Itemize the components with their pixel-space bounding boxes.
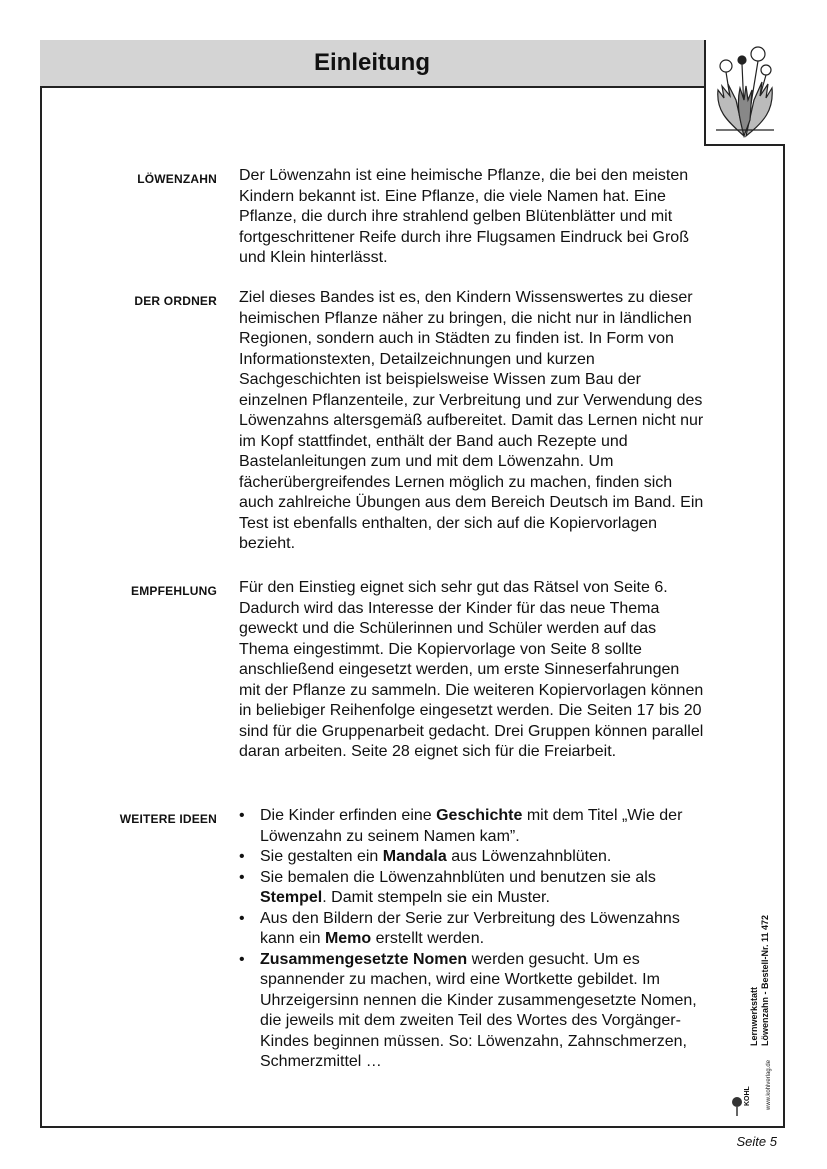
section-label: DER ORDNER: [134, 294, 217, 308]
page-title: Einleitung: [314, 49, 430, 76]
section-label: EMPFEHLUNG: [131, 584, 217, 598]
svg-text:KOHL: KOHL: [744, 1086, 751, 1106]
publisher-url: www.kohlverlag.de: [766, 1059, 772, 1110]
list-item: • Aus den Bildern der Serie zur Verbreitung des Löwenzahns kann ein Memo erstellt werden.: [239, 909, 704, 950]
list-item: • Die Kinder erfinden eine Geschichte mit dem Titel „Wie der Löwenzahn zu seinem Namen kam”.: [239, 806, 704, 847]
order-number: Löwenzahn - Bestell-Nr. 11 472: [760, 914, 770, 1046]
section-text: Für den Einstieg eignet sich sehr gut das Rätsel von Seite 6. Dadurch wird das Interesse der Kinder für das neue Thema geweckt und die Schülerinnen und Schüler werden auf das Thema eingestimmt. Die Kopiervorlage von Seite 8 sollte anschließend eingesetzt werden, um erste Sinneserfahrungen mit der Pflanze zu sammeln. Die weiteren Kopiervorlagen können in beliebiger Reihenfolge eingesetzt werden. Die Seiten 17 bis 20 sind für die Gruppenarbeit gedacht. Drei Gruppen können parallel daran arbeiten. Seite 28 eignet sich für die Freiarbeit.: [239, 579, 704, 760]
list-item: • Sie gestalten ein Mandala aus Löwenzahnblüten.: [239, 847, 704, 868]
ideas-list: [239, 806, 704, 1073]
title-bar: [40, 40, 706, 88]
section-label: LÖWENZAHN: [137, 172, 217, 186]
dandelion-icon: [706, 40, 783, 142]
dandelion-illustration: [704, 40, 785, 146]
section-text: Ziel dieses Bandes ist es, den Kindern Wissenswertes zu dieser heimischen Pflanze näher zu bringen, die nicht nur in ländlichen Regionen, sondern auch in Städten zu finden ist. In Form von Informationstexten, Detailzeichnungen und kurzen Sachgeschichten ist beispielsweise Wissen zum Bau der einzelnen Pflanzenteile, zur Verbreitung und zur Verwendung des Löwenzahns altersgemäß aufbereitet. Damit das Lernen nicht nur im Kopf stattfindet, enthält der Band auch Rezepte und Bastelanleitungen zum und mit dem Löwenzahn. Um fächerübergreifendes Lernen möglich zu machen, finden sich auch zahlreiche Übungen aus dem Bereich Deutsch im Band. Ein Test ist ebenfalls enthalten, der sich auf die Kopiervorlagen bezieht.: [239, 289, 704, 552]
series-name: Lernwerkstatt: [749, 986, 759, 1046]
publisher-sidebar: [727, 870, 777, 1120]
section-label: WEITERE IDEEN: [119, 812, 217, 826]
kohl-logo: [732, 1085, 751, 1116]
list-item: • Zusammengesetzte Nomen werden gesucht. Um es spannender zu machen, wird eine Wortkette gebildet. Im Uhrzeigersinn nennen die Kinder zusammengesetzte Nomen, die jeweils mit dem zweiten Teil des Wortes des Vorgänger-Kindes beginnen müssen. So: Löwenzahn, Zahnschmerzen, Schmerzmittel …: [239, 950, 704, 1073]
list-item: • Sie bemalen die Löwenzahnblüten und benutzen sie als Stempel. Damit stempeln sie ein Muster.: [239, 868, 704, 909]
section-text: Der Löwenzahn ist eine heimische Pflanze, die bei den meisten Kindern bekannt ist. Eine Pflanze, die viele Namen hat. Eine Pflanze, die durch ihre strahlend gelben Blütenblätter und mit fortgeschrittener Reife durch ihre Flugsamen Eindruck bei Groß und Klein hinterlässt.: [239, 167, 689, 266]
page-number: Seite 5: [736, 1134, 777, 1149]
